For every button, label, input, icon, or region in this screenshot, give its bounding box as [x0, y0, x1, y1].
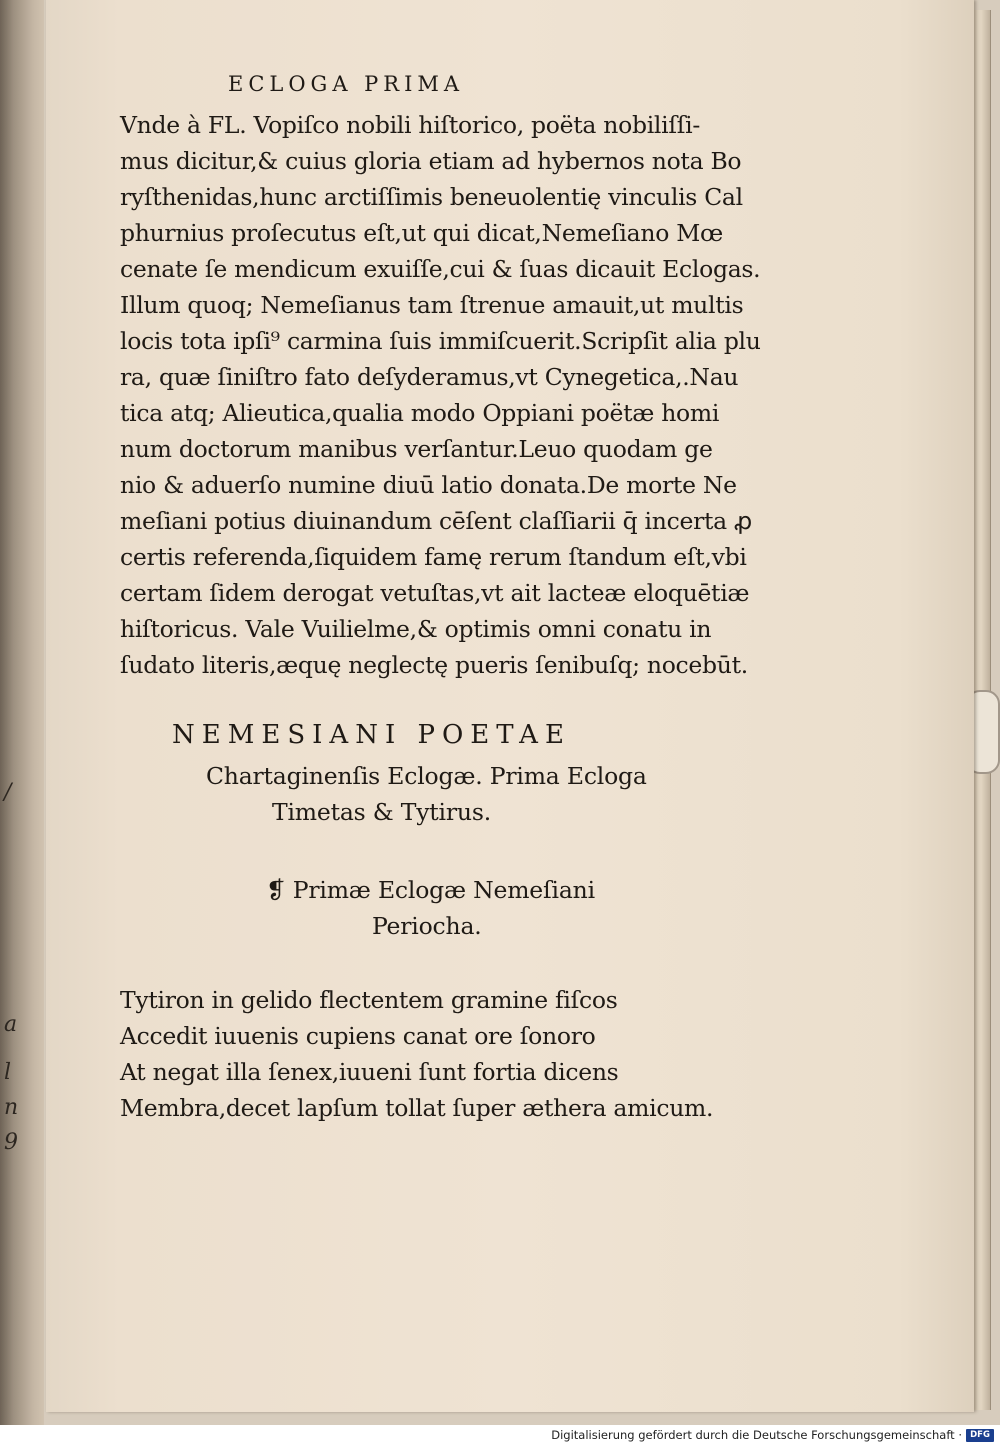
verse-line: Accedit iuuenis cupiens canat ore ſonoro [120, 1022, 596, 1050]
body-line: cenate ſe mendicum exuiſſe,cui & ſuas dicauit Eclogas. [120, 255, 761, 283]
book-page [46, 0, 974, 1412]
body-line: hiſtoricus. Vale Vuilielme,& optimis omni conatu in [120, 615, 712, 643]
body-line: ſudato literis,æquę neglectę pueris ſenibuſq; nocebūt. [120, 651, 748, 679]
body-line: certam ſidem derogat vetuſtas,vt ait lacteæ eloquētiæ [120, 579, 750, 607]
section-title: NEMESIANI POETAE [172, 720, 571, 750]
periocha-heading: Periocha. [372, 912, 482, 940]
book-spine [0, 0, 44, 1425]
body-line: Illum quoq; Nemeſianus tam ſtrenue amauit,ut multis [120, 291, 744, 319]
body-line: locis tota ipſi⁹ carmina ſuis immiſcuerit.Scripſit alia plu [120, 327, 761, 355]
body-line: tica atq; Alieutica,qualia modo Oppiani poëtæ homi [120, 399, 720, 427]
body-line: meſiani potius diuinandum cēſent claſſiarii q̄ incerta ꝓ [120, 507, 752, 535]
footer-credit: Digitalisierung gefördert durch die Deutsche Forschungsgemeinschaft · [551, 1428, 962, 1442]
margin-mark: 9 [4, 1130, 18, 1155]
body-line: mus dicitur,& cuius gloria etiam ad hybernos nota Bo [120, 147, 742, 175]
body-line: ryſthenidas,hunc arctiſſimis beneuolentię vinculis Cal [120, 183, 743, 211]
verse-line: Tytiron in gelido flectentem gramine fiſcos [120, 986, 618, 1014]
periocha-heading: ❡ Primæ Eclogæ Nemeſiani [266, 876, 595, 904]
margin-mark: a [4, 1012, 18, 1037]
verse-line: Membra,decet lapſum tollat ſuper æthera amicum. [120, 1094, 714, 1122]
body-line: Vnde à FL. Vopiſco nobili hiſtorico, poëta nobiliſſi- [120, 111, 700, 139]
margin-mark: n [4, 1095, 19, 1120]
dfg-logo: DFG [966, 1429, 994, 1442]
margin-mark: / [4, 780, 12, 805]
body-line: num doctorum manibus verſantur.Leuo quodam ge [120, 435, 713, 463]
verse-line: At negat illa ſenex,iuueni ſunt fortia dicens [120, 1058, 619, 1086]
body-line: ra, quæ ſiniſtro fato deſyderamus,vt Cynegetica,.Nau [120, 363, 739, 391]
section-subtitle: Timetas & Tytirus. [272, 798, 491, 826]
body-line: nio & aduerſo numine diuū latio donata.De morte Ne [120, 471, 737, 499]
body-line: certis referenda,ſiquidem famę rerum ſtandum eſt,vbi [120, 543, 747, 571]
body-line: phurnius proſecutus eſt,ut qui dicat,Nemeſiano Mœ [120, 219, 723, 247]
margin-mark: l [4, 1060, 12, 1085]
section-subtitle: Chartaginenſis Eclogæ. Prima Ecloga [206, 762, 647, 790]
running-head: ECLOGA PRIMA [228, 72, 465, 96]
